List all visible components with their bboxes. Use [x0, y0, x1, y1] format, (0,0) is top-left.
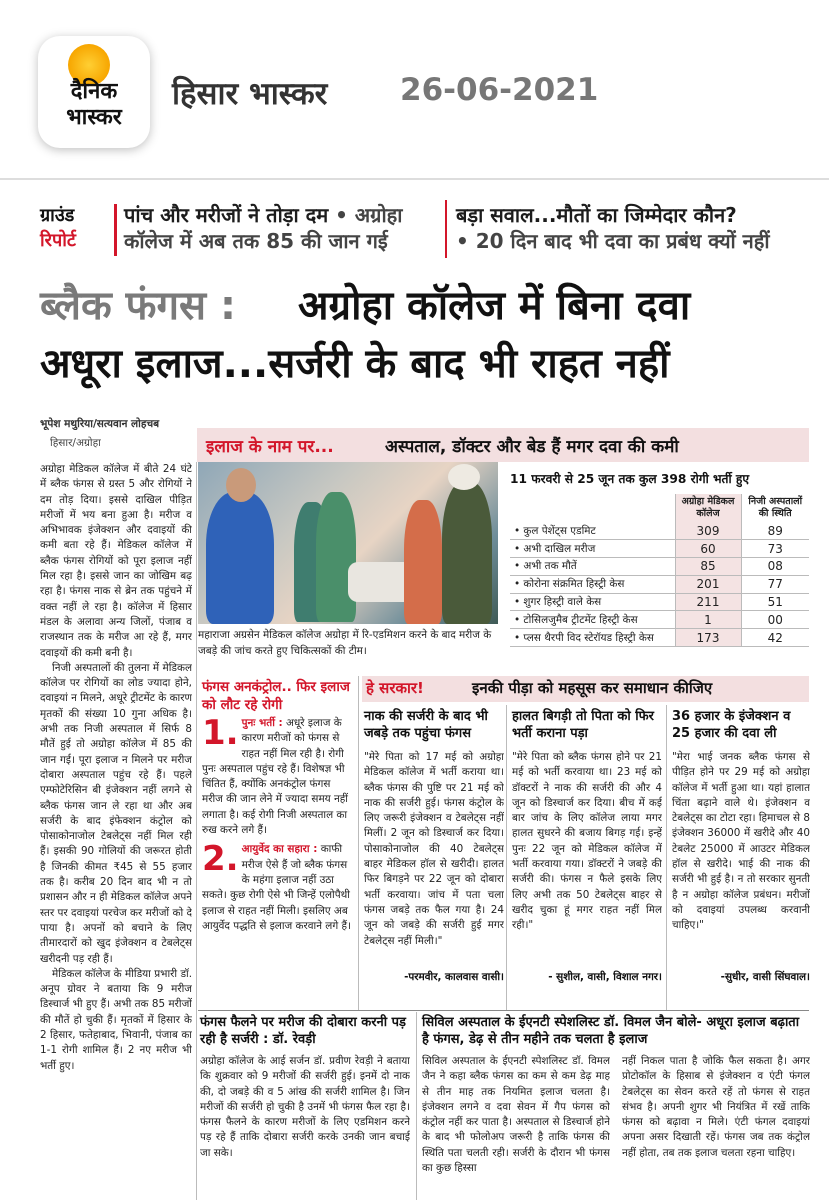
voice-card	[672, 708, 810, 984]
side-point-head: पुनः भर्ती :	[241, 717, 283, 729]
byline-names: भूपेश मथुरिया/सत्यवान लोहचब	[40, 418, 160, 430]
report-label: रिपोर्ट	[40, 230, 76, 251]
stats-row	[510, 593, 809, 611]
edition-date: 26-06-2021	[400, 72, 599, 108]
stats-private-value: 73	[741, 540, 809, 558]
voice-title: नाक की सर्जरी के बाद भी जबड़े तक पहुंचा फंगस	[364, 709, 488, 741]
column-rule	[196, 462, 197, 1200]
headline-line2: अधूरा इलाज...सर्जरी के बाद भी राहत नहीं	[40, 341, 670, 387]
kicker-right-line1: बड़ा सवाल...मौतों का जिम्मेदार कौन?	[456, 203, 737, 227]
bottom-left-body: अग्रोहा कॉलेज के आई सर्जन डॉ. प्रवीण रेवड़ी ने बताया कि शुक्रवार को 9 मरीजों की सर्जरी हुई। इनमें दो नाक की, दो जबड़े की व 5 आंख की सर्जरी शामिल है। जिन मरीजों की सर्जरी हो चुकी है उनमें भी फंगस फैल रहा है। फंगस फैलने के कारण मरीजों के लिए एडमिशन करने पड़ रहे हैं ताकि दोबारा सर्जरी करके उनकी जान बचाई जा सके।	[200, 1055, 410, 1159]
stats-row-label: • शुगर हिस्ट्री वाले केस	[510, 593, 675, 611]
side-point-head: आयुर्वेद का सहारा :	[241, 843, 318, 856]
article-paragraph: निजी अस्पतालों की तुलना में मेडिकल कॉलेज पर रोगियों का लोड ज्यादा होने, दवाइयां न मिलने, अधूरे ट्रीटमेंट के कारण मृतकों की संख्या 10 गुना अधिक है। अभी तक निजी अस्पताल में सिर्फ 8 मौतें हुई तो अग्रोहा कॉलेज में 85 की जान गई। पूरा इलाज न मिलने पर मरीज दोबारा अस्पताल पहुंच रहे हैं। पहले एम्फोटेरिसिन बी इंजेक्शन नहीं लगने से ब्लैक फंगस जान ले रहा था और अब सर्जरी के बाद इंफेक्शन कंट्रोल को पोसाकोनाजोल टेबलेट्स नहीं मिल रही हैं। इसकी 90 गोलियों की जरूरत होती है जिनकी कीमत ₹45 से 55 हजार तक है। करीब 20 दिन बाद भी न तो प्रशासन और न ही मेडिकल कॉलेज अपने स्तर पर दवाइयां परचेज कर मरीजों को दे पाया है। अपनों को बचाने के लिए तीमारदारों को खुद इंजेक्शन व टेबलेट्स खरीदनी पड़ रही हैं।	[40, 661, 192, 965]
stats-row	[510, 522, 809, 540]
voice-body: "मेरे पिता को 17 मई को अग्रोहा मेडिकल कॉलेज में भर्ती कराया था। ब्लैक फंगस की पुष्टि पर 21 मई को नाक की सर्जरी हुई। फंगस कंट्रोल के लिए जरूरी इंजेक्शन व टेबलेट्स नहीं मिलीं। 2 जून को डिस्चार्ज कर दिया। पोसाकोनाजोल की 40 टेबलेट्स बाहर मेडिकल हॉल से खरीदी। हालत फिर बिगड़ने पर 22 जून को दोबारा भर्ती करवाया। जांच में पता चला फंगस जबड़े तक फैल गया है। 24 जून को जबड़े की सर्जरी हुई मगर टेबलेट्स नहीं मिली।"	[364, 751, 504, 947]
news-photo	[198, 462, 498, 624]
stats-private-value: 77	[741, 575, 809, 593]
stats-private-value: 00	[741, 611, 809, 629]
turban	[448, 464, 480, 490]
kicker-divider-2	[445, 200, 447, 258]
doctor-figure	[206, 492, 274, 624]
article-paragraph: मेडिकल कॉलेज के मीडिया प्रभारी डॉ. अनूप ग्रोवर ने बताया कि 9 मरीज डिस्चार्ज भी हुए हैं। अभी तक 85 मरीजों की मौतें हो चुकी हैं। मृतकों में हिसार के 2 हिसार, फतेहाबाद, भिवानी, पंजाब का 1-1 रोगी शामिल हैं। 2 नए मरीज भी भर्ती हुए।	[40, 967, 192, 1072]
kicker-right-line2: • 20 दिन बाद भी दवा का प्रबंध क्यों नहीं	[456, 229, 770, 253]
voice-signature: -परमवीर, कालवास वासी।	[404, 971, 504, 983]
edition-name: हिसार भास्कर	[172, 76, 328, 112]
main-article-column	[40, 462, 192, 1192]
kicker-divider	[114, 204, 117, 256]
stats-private-value: 89	[741, 522, 809, 540]
photo-caption: महाराजा अग्रसेन मेडिकल कॉलेज अग्रोहा में रि-एडमिशन करने के बाद मरीज के जबड़े की जांच करते हुए चिकित्सकों की टीम।	[198, 629, 492, 657]
logo-line1: दैनिक	[70, 79, 118, 104]
logo-line2: भास्कर	[66, 105, 122, 130]
relative-figure	[442, 482, 492, 624]
strip-red-title: इलाज के नाम पर...	[206, 437, 334, 457]
stats-agroha-value: 85	[675, 558, 741, 576]
voice-body: "मेरा भाई जनक ब्लैक फंगस से पीड़ित होने पर 29 मई को अग्रोहा कॉलेज में भर्ती हुआ था। यहां हालात चिंता बढ़ाने वाले थे। इंजेक्शन व टेबलेट्स का टोटा रहा। हिमाचल से 8 इंजेक्शन 36000 में खरीदे और 40 टेबलेट 25000 में आउटर मेडिकल हॉल से खरीदे। भाई की नाक की सर्जरी भी हुई है। न तो सरकार सुनती है न अग्रोहा कॉलेज प्रबंधन। मरीजों को दवाइयां उपलब्ध करवानी चाहिए।"	[672, 751, 810, 932]
side-point-text: काफी मरीज ऐसे हैं जो ब्लैक फंगस के महंगा इलाज नहीं उठा सकते। कुछ रोगी ऐसे भी जिन्हें एलोपैथी इलाज से राहत नहीं मिली। इसलिए अब आयुर्वेद पद्धति से इलाज करवाने लगे हैं।	[202, 843, 351, 932]
bottom-left-title: फंगस फैलने पर मरीज की दोबारा करनी पड़ रही है सर्जरी : डॉ. रेवड़ी	[200, 1015, 406, 1047]
stats-table	[510, 494, 809, 647]
voice-title: 36 हजार के इंजेक्शन व 25 हजार की दवा ली	[672, 709, 791, 741]
headline-prefix: ब्लैक फंगस :	[40, 283, 236, 329]
voice-title: हालत बिगड़ी तो पिता को फिर भर्ती कराना पड़ा	[512, 709, 654, 741]
stats-private-value: 51	[741, 593, 809, 611]
bottom-right-article	[422, 1014, 810, 1048]
section-rule	[198, 1010, 809, 1011]
divider	[0, 178, 829, 180]
ground-label: ग्राउंड	[40, 205, 75, 226]
voice-card	[512, 708, 662, 984]
strip-title: अस्पताल, डॉक्टर और बेड हैं मगर दवा की कमी	[385, 437, 679, 457]
stats-agroha-value: 173	[675, 629, 741, 647]
voice-body: "मेरे पिता को ब्लैक फंगस होने पर 21 मई को भर्ती करवाया था। 23 मई को डॉक्टरों ने नाक की सर्जरी की और 4 जून को डिस्चार्ज कर दिया। बीच में कई बार जांच के लिए कॉलेज लाया मगर हालत सुधरने की बजाय बिगड़ गई। इन्हें पुनः 22 जून को मेडिकल कॉलेज में भर्ती करवाया गया। डॉक्टरों ने जबड़े की सर्जरी की। फंगस न फैले इसके लिए लिए अभी तक 50 टेबलेट्स बाहर से खरीद चुका हूं मगर राहत नहीं मिल रही।"	[512, 751, 662, 932]
voice-signature: - सुशील, वासी, विशाल नगर।	[548, 971, 662, 983]
kicker-left-line1: पांच और मरीजों ने तोड़ा दम • अग्रोहा	[124, 203, 403, 227]
stats-row	[510, 575, 809, 593]
doctor-figure	[316, 492, 356, 622]
stats-row-label: • टोसिलजुमैब ट्रीटमेंट हिस्ट्री केस	[510, 611, 675, 629]
stats-private-value: 42	[741, 629, 809, 647]
stats-row-label: • अभी तक मौतें	[510, 558, 675, 576]
side-point-text: अधूरे इलाज के कारण मरीजों को फंगस से राहत नहीं मिल रही है। रोगी पुनः अस्पताल पहुंच रहे हैं। विशेषज्ञ भी चिंतित हैं, क्योंकि अनकंट्रोल फंगस मरीज की जान लेने में ज्यादा समय नहीं लगाता है। कई रोगी निजी अस्पताल का रुख करने लगे हैं।	[202, 717, 348, 837]
dainik-bhaskar-logo	[38, 36, 150, 148]
bottom-right-col1: सिविल अस्पताल के ईएनटी स्पेशलिस्ट डॉ. विमल जैन ने कहा ब्लैक फंगस का कम से कम डेढ़ माह से तीन माह तक नियमित इलाज चलता है। इंजेक्शन लगने व दवा सेवन में गैप फंगस को कंट्रोल नहीं कर पाता है। अस्पताल से डिस्चार्ज होने के बाद भी फोलोअप जरूरी है ताकि फंगस की स्थिति पता चलती रही। सर्जरी के दौरान भी फंगस का कुछ हिस्सा	[422, 1055, 610, 1175]
stats-row-label: • प्लस थैरपी विद स्टेरॉयड हिस्ट्री केस	[510, 629, 675, 647]
column-rule	[416, 1012, 417, 1200]
numeral: 1.	[202, 713, 239, 753]
stats-agroha-value: 201	[675, 575, 741, 593]
stats-table-wrap	[510, 494, 809, 647]
numeral: 2.	[202, 839, 239, 880]
stats-row-label: • कोरोना संक्रमित हिस्ट्री केस	[510, 575, 675, 593]
stats-agroha-value: 1	[675, 611, 741, 629]
bottom-right-title: सिविल अस्पताल के ईएनटी स्पेशलिस्ट डॉ. विमल जैन बोले- अधूरा इलाज बढ़ाता है फंगस, डेढ़ से तीन महीने तक चलता है इलाज	[422, 1015, 800, 1047]
hey-sarkar-red: हे सरकार!	[366, 679, 424, 697]
column-rule	[666, 705, 667, 1010]
side-box-title: फंगस अनकंट्रोल.. फिर इलाज को लौट रहे रोगी	[202, 679, 350, 713]
hey-sarkar-title: इनकी पीड़ा को महसूस कर समाधान कीजिए	[472, 679, 713, 697]
relative-figure	[404, 500, 442, 624]
stats-title: 11 फरवरी से 25 जून तक कुल 398 रोगी भर्ती हुए	[510, 472, 750, 486]
stats-row	[510, 611, 809, 629]
stats-col-private: निजी अस्पतालों की स्थिति	[741, 494, 809, 522]
voice-card	[364, 708, 504, 984]
byline-place: हिसार/अग्रोहा	[50, 437, 101, 449]
article-paragraph: अग्रोहा मेडिकल कॉलेज में बीते 24 घंटे में ब्लैक फंगस से ग्रस्त 5 और रोगियों ने दम तोड़ दिया। इससे दाखिल पीड़ित मरीजों में भय बना हुआ है। मरीज व अभिभावक इंजेक्शन और दवाइयों की कमी बता रहे हैं। मेडिकल कॉलेज में ब्लैक फंगस रोगियों को पूरा इलाज नहीं मिल रहा है। इससे जान का जोखिम बढ़ रहा है। फंगस नाक से ब्रेन तक पहुंचने में वक्त नहीं ले रहा है। कॉलेज में हिसार मंडल के अलावा अन्य जिलों, पंजाब व राजस्थान तक के मरीज आ रहे हैं, मगर दवाइयों की कमी बनी है।	[40, 463, 192, 659]
column-rule	[506, 705, 507, 1010]
stats-agroha-value: 211	[675, 593, 741, 611]
stats-row	[510, 558, 809, 576]
side-box-body	[202, 713, 352, 934]
stats-agroha-value: 309	[675, 522, 741, 540]
stats-row	[510, 540, 809, 558]
stats-agroha-value: 60	[675, 540, 741, 558]
headline-line1: अग्रोहा कॉलेज में बिना दवा	[298, 283, 691, 329]
bottom-left-article	[200, 1014, 410, 1194]
stats-col-agroha: अग्रोहा मेडिकल कॉलेज	[675, 494, 741, 522]
stats-row	[510, 629, 809, 647]
stats-row-label: • अभी दाखिल मरीज	[510, 540, 675, 558]
bottom-right-col2: नहीं निकल पाता है जोकि फैल सकता है। अगर प्रोटोकॉल के हिसाब से इंजेक्शन व एंटी फंगल टेबलेट्स का सेवन करते रहें तो फंगस से राहत संभव है। अपनी शुगर भी नियंत्रित में रखें ताकि फंगस को बढ़ावा न मिले। एंटी फंगल दवाइयां अपना असर दिखाती रहें। फंगस जब तक कंट्रोल नहीं होता, तब तक इलाज चलता रहना चाहिए।	[622, 1055, 810, 1159]
voice-signature: -सुधीर, वासी सिंघवाल।	[720, 971, 810, 983]
doctor-head	[226, 468, 256, 502]
stats-private-value: 08	[741, 558, 809, 576]
stats-row-label: • कुल पेशेंट्स एडमिट	[510, 522, 675, 540]
column-rule	[358, 676, 359, 1010]
kicker-left-line2: कॉलेज में अब तक 85 की जान गई	[124, 229, 388, 253]
